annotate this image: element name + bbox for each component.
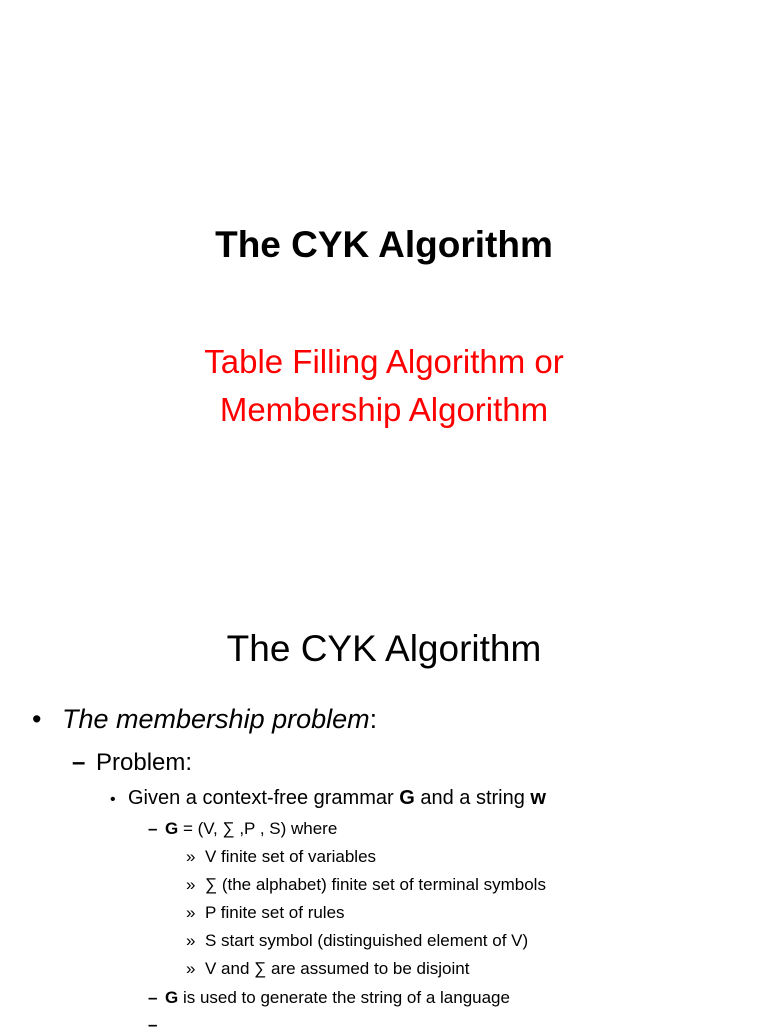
bullet-marker: • [110, 791, 116, 808]
chevron-marker: » [186, 931, 196, 950]
chevron-marker: » [186, 959, 196, 978]
chevron-marker: » [186, 903, 196, 922]
bullet-membership-problem [32, 702, 377, 736]
content-slide-heading: The CYK Algorithm [226, 628, 542, 669]
problem-label: Problem: [96, 749, 193, 776]
bullet-given-grammar [110, 785, 546, 813]
membership-problem-text: The membership problem [62, 704, 370, 734]
bullet-problem [72, 748, 192, 778]
bullet-marker: • [32, 704, 42, 734]
string-symbol: w [530, 787, 546, 809]
slide-content [0, 576, 768, 1034]
definition-text: V and ∑ are assumed to be disjoint [205, 959, 470, 978]
definition-item [186, 846, 376, 868]
bullet-suffix: : [369, 704, 378, 734]
definition-text: P finite set of rules [205, 903, 345, 922]
definition-text: ∑ (the alphabet) finite set of terminal symbols [205, 875, 546, 894]
definition-item [186, 902, 345, 924]
slide-title-heading: The CYK Algorithm [215, 224, 553, 265]
definition-item [186, 958, 469, 980]
definition-item [186, 874, 546, 896]
dash-marker: – [148, 819, 158, 838]
subtitle-line-1: Table Filling Algorithm or [204, 343, 564, 380]
definition-text: V finite set of variables [205, 847, 377, 866]
given-text-a: Given a context-free grammar [128, 787, 400, 809]
grammar-symbol: G [399, 787, 415, 809]
grammar-symbol: G [165, 988, 179, 1007]
slide-subtitle [0, 338, 768, 434]
grammar-symbol: G [165, 819, 179, 838]
dash-marker: – [72, 749, 86, 776]
partial-item [148, 1014, 165, 1036]
grammar-tuple: = (V, ∑ ,P , S) where [178, 819, 338, 838]
chevron-marker: » [186, 875, 196, 894]
subtitle-line-2: Membership Algorithm [219, 391, 549, 428]
chevron-marker: » [186, 847, 196, 866]
grammar-definition [148, 818, 337, 840]
definition-text: S start symbol (distinguished element of V) [205, 931, 529, 950]
dash-marker: – [148, 1015, 158, 1034]
grammar-usage [148, 987, 510, 1009]
usage-text: is used to generate the string of a language [178, 988, 510, 1007]
given-text-b: and a string [414, 787, 531, 809]
definition-item [186, 930, 528, 952]
dash-marker: – [148, 988, 158, 1007]
